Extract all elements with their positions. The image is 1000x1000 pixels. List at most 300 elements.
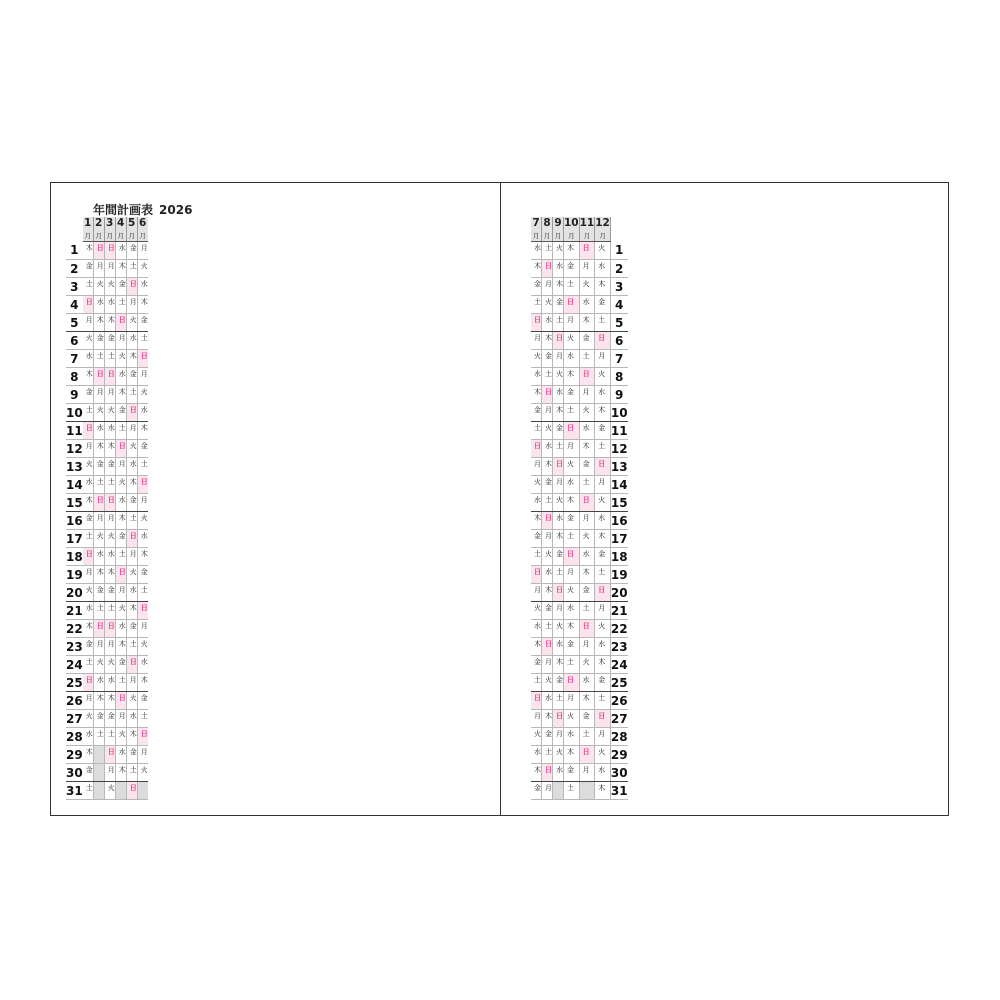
day-cell[interactable] (564, 350, 580, 368)
sunday-cell[interactable] (137, 350, 148, 368)
day-cell[interactable] (553, 386, 564, 404)
sunday-cell[interactable] (542, 638, 553, 656)
day-cell[interactable] (579, 566, 595, 584)
day-cell[interactable] (553, 656, 564, 674)
day-cell[interactable] (531, 422, 542, 440)
day-cell[interactable] (542, 746, 553, 764)
sunday-cell[interactable] (542, 260, 553, 278)
day-cell[interactable] (542, 476, 553, 494)
day-cell[interactable] (93, 602, 104, 620)
day-cell[interactable] (115, 404, 126, 422)
day-cell[interactable] (595, 620, 611, 638)
day-cell[interactable] (542, 566, 553, 584)
sunday-cell[interactable] (115, 314, 126, 332)
day-cell[interactable] (595, 566, 611, 584)
day-cell[interactable] (104, 530, 115, 548)
day-cell[interactable] (104, 404, 115, 422)
sunday-cell[interactable] (104, 620, 115, 638)
day-cell[interactable] (579, 386, 595, 404)
sunday-cell[interactable] (104, 746, 115, 764)
day-cell[interactable] (137, 314, 148, 332)
sunday-cell[interactable] (579, 242, 595, 260)
day-cell[interactable] (93, 656, 104, 674)
sunday-cell[interactable] (126, 782, 137, 800)
day-cell[interactable] (104, 710, 115, 728)
day-cell[interactable] (126, 440, 137, 458)
sunday-cell[interactable] (579, 368, 595, 386)
day-cell[interactable] (579, 476, 595, 494)
day-cell[interactable] (104, 674, 115, 692)
day-cell[interactable] (595, 386, 611, 404)
day-cell[interactable] (137, 260, 148, 278)
day-cell[interactable] (531, 386, 542, 404)
day-cell[interactable] (104, 422, 115, 440)
day-cell[interactable] (579, 458, 595, 476)
day-cell[interactable] (83, 278, 94, 296)
day-cell[interactable] (104, 458, 115, 476)
day-cell[interactable] (595, 440, 611, 458)
day-cell[interactable] (553, 548, 564, 566)
day-cell[interactable] (595, 296, 611, 314)
day-cell[interactable] (542, 422, 553, 440)
day-cell[interactable] (126, 242, 137, 260)
day-cell[interactable] (137, 278, 148, 296)
day-cell[interactable] (126, 710, 137, 728)
day-cell[interactable] (595, 476, 611, 494)
sunday-cell[interactable] (564, 422, 580, 440)
day-cell[interactable] (115, 638, 126, 656)
sunday-cell[interactable] (137, 728, 148, 746)
sunday-cell[interactable] (553, 710, 564, 728)
day-cell[interactable] (553, 350, 564, 368)
day-cell[interactable] (126, 764, 137, 782)
day-cell[interactable] (542, 674, 553, 692)
day-cell[interactable] (93, 386, 104, 404)
day-cell[interactable] (542, 332, 553, 350)
day-cell[interactable] (104, 332, 115, 350)
day-cell[interactable] (83, 260, 94, 278)
sunday-cell[interactable] (531, 314, 542, 332)
day-cell[interactable] (93, 332, 104, 350)
day-cell[interactable] (115, 512, 126, 530)
day-cell[interactable] (531, 242, 542, 260)
day-cell[interactable] (104, 440, 115, 458)
day-cell[interactable] (553, 368, 564, 386)
day-cell[interactable] (83, 242, 94, 260)
sunday-cell[interactable] (579, 494, 595, 512)
day-cell[interactable] (553, 674, 564, 692)
day-cell[interactable] (137, 404, 148, 422)
sunday-cell[interactable] (531, 692, 542, 710)
day-cell[interactable] (553, 494, 564, 512)
day-cell[interactable] (93, 584, 104, 602)
day-cell[interactable] (542, 296, 553, 314)
day-cell[interactable] (579, 710, 595, 728)
day-cell[interactable] (579, 638, 595, 656)
sunday-cell[interactable] (531, 440, 542, 458)
day-cell[interactable] (83, 440, 94, 458)
day-cell[interactable] (595, 638, 611, 656)
day-cell[interactable] (595, 314, 611, 332)
sunday-cell[interactable] (126, 530, 137, 548)
day-cell[interactable] (553, 566, 564, 584)
day-cell[interactable] (531, 494, 542, 512)
day-cell[interactable] (93, 548, 104, 566)
sunday-cell[interactable] (564, 296, 580, 314)
day-cell[interactable] (564, 530, 580, 548)
sunday-cell[interactable] (542, 512, 553, 530)
day-cell[interactable] (579, 260, 595, 278)
day-cell[interactable] (595, 242, 611, 260)
day-cell[interactable] (595, 764, 611, 782)
day-cell[interactable] (531, 620, 542, 638)
sunday-cell[interactable] (83, 422, 94, 440)
day-cell[interactable] (93, 350, 104, 368)
sunday-cell[interactable] (564, 548, 580, 566)
day-cell[interactable] (564, 566, 580, 584)
day-cell[interactable] (137, 764, 148, 782)
day-cell[interactable] (83, 404, 94, 422)
day-cell[interactable] (137, 494, 148, 512)
day-cell[interactable] (542, 314, 553, 332)
day-cell[interactable] (137, 620, 148, 638)
day-cell[interactable] (115, 422, 126, 440)
day-cell[interactable] (115, 278, 126, 296)
day-cell[interactable] (137, 548, 148, 566)
day-cell[interactable] (93, 422, 104, 440)
sunday-cell[interactable] (579, 746, 595, 764)
day-cell[interactable] (93, 674, 104, 692)
day-cell[interactable] (137, 530, 148, 548)
day-cell[interactable] (564, 314, 580, 332)
day-cell[interactable] (137, 422, 148, 440)
day-cell[interactable] (115, 386, 126, 404)
day-cell[interactable] (553, 404, 564, 422)
day-cell[interactable] (579, 332, 595, 350)
day-cell[interactable] (115, 458, 126, 476)
day-cell[interactable] (104, 602, 115, 620)
day-cell[interactable] (137, 332, 148, 350)
sunday-cell[interactable] (93, 242, 104, 260)
day-cell[interactable] (104, 350, 115, 368)
day-cell[interactable] (531, 710, 542, 728)
day-cell[interactable] (83, 332, 94, 350)
day-cell[interactable] (126, 476, 137, 494)
day-cell[interactable] (83, 350, 94, 368)
day-cell[interactable] (595, 422, 611, 440)
day-cell[interactable] (83, 602, 94, 620)
sunday-cell[interactable] (126, 656, 137, 674)
day-cell[interactable] (126, 728, 137, 746)
day-cell[interactable] (542, 350, 553, 368)
day-cell[interactable] (137, 692, 148, 710)
day-cell[interactable] (553, 278, 564, 296)
day-cell[interactable] (83, 638, 94, 656)
day-cell[interactable] (93, 440, 104, 458)
day-cell[interactable] (104, 512, 115, 530)
sunday-cell[interactable] (553, 458, 564, 476)
day-cell[interactable] (115, 764, 126, 782)
day-cell[interactable] (595, 656, 611, 674)
day-cell[interactable] (126, 386, 137, 404)
day-cell[interactable] (564, 656, 580, 674)
day-cell[interactable] (579, 404, 595, 422)
day-cell[interactable] (93, 404, 104, 422)
day-cell[interactable] (564, 458, 580, 476)
sunday-cell[interactable] (104, 368, 115, 386)
day-cell[interactable] (542, 530, 553, 548)
day-cell[interactable] (83, 710, 94, 728)
sunday-cell[interactable] (531, 566, 542, 584)
day-cell[interactable] (542, 710, 553, 728)
day-cell[interactable] (137, 386, 148, 404)
day-cell[interactable] (579, 314, 595, 332)
day-cell[interactable] (126, 332, 137, 350)
day-cell[interactable] (595, 602, 611, 620)
day-cell[interactable] (564, 602, 580, 620)
day-cell[interactable] (542, 782, 553, 800)
day-cell[interactable] (137, 584, 148, 602)
day-cell[interactable] (553, 260, 564, 278)
day-cell[interactable] (579, 440, 595, 458)
day-cell[interactable] (104, 782, 115, 800)
day-cell[interactable] (93, 314, 104, 332)
day-cell[interactable] (553, 692, 564, 710)
day-cell[interactable] (564, 404, 580, 422)
day-cell[interactable] (553, 602, 564, 620)
day-cell[interactable] (553, 296, 564, 314)
day-cell[interactable] (83, 494, 94, 512)
day-cell[interactable] (564, 332, 580, 350)
day-cell[interactable] (115, 620, 126, 638)
day-cell[interactable] (542, 692, 553, 710)
day-cell[interactable] (104, 764, 115, 782)
day-cell[interactable] (93, 710, 104, 728)
day-cell[interactable] (104, 656, 115, 674)
day-cell[interactable] (137, 638, 148, 656)
day-cell[interactable] (115, 674, 126, 692)
day-cell[interactable] (595, 494, 611, 512)
day-cell[interactable] (579, 350, 595, 368)
day-cell[interactable] (83, 314, 94, 332)
day-cell[interactable] (115, 710, 126, 728)
day-cell[interactable] (104, 278, 115, 296)
day-cell[interactable] (595, 746, 611, 764)
day-cell[interactable] (579, 656, 595, 674)
day-cell[interactable] (83, 728, 94, 746)
day-cell[interactable] (595, 350, 611, 368)
day-cell[interactable] (579, 422, 595, 440)
day-cell[interactable] (83, 512, 94, 530)
sunday-cell[interactable] (553, 332, 564, 350)
day-cell[interactable] (564, 710, 580, 728)
day-cell[interactable] (137, 296, 148, 314)
day-cell[interactable] (579, 530, 595, 548)
day-cell[interactable] (93, 530, 104, 548)
day-cell[interactable] (542, 278, 553, 296)
day-cell[interactable] (542, 440, 553, 458)
day-cell[interactable] (564, 278, 580, 296)
day-cell[interactable] (93, 260, 104, 278)
sunday-cell[interactable] (115, 566, 126, 584)
sunday-cell[interactable] (126, 404, 137, 422)
sunday-cell[interactable] (579, 620, 595, 638)
day-cell[interactable] (115, 368, 126, 386)
day-cell[interactable] (115, 602, 126, 620)
day-cell[interactable] (553, 620, 564, 638)
day-cell[interactable] (126, 548, 137, 566)
sunday-cell[interactable] (595, 332, 611, 350)
day-cell[interactable] (93, 512, 104, 530)
day-cell[interactable] (83, 566, 94, 584)
day-cell[interactable] (595, 728, 611, 746)
day-cell[interactable] (93, 728, 104, 746)
day-cell[interactable] (126, 566, 137, 584)
day-cell[interactable] (531, 728, 542, 746)
day-cell[interactable] (137, 656, 148, 674)
day-cell[interactable] (93, 278, 104, 296)
day-cell[interactable] (553, 512, 564, 530)
day-cell[interactable] (115, 746, 126, 764)
day-cell[interactable] (104, 314, 115, 332)
day-cell[interactable] (531, 602, 542, 620)
day-cell[interactable] (104, 728, 115, 746)
day-cell[interactable] (553, 242, 564, 260)
day-cell[interactable] (595, 530, 611, 548)
day-cell[interactable] (137, 512, 148, 530)
day-cell[interactable] (595, 278, 611, 296)
day-cell[interactable] (564, 620, 580, 638)
sunday-cell[interactable] (542, 386, 553, 404)
day-cell[interactable] (531, 404, 542, 422)
day-cell[interactable] (93, 476, 104, 494)
day-cell[interactable] (137, 458, 148, 476)
sunday-cell[interactable] (83, 674, 94, 692)
day-cell[interactable] (104, 584, 115, 602)
day-cell[interactable] (137, 674, 148, 692)
day-cell[interactable] (595, 260, 611, 278)
day-cell[interactable] (126, 422, 137, 440)
day-cell[interactable] (579, 512, 595, 530)
day-cell[interactable] (126, 314, 137, 332)
day-cell[interactable] (531, 458, 542, 476)
day-cell[interactable] (564, 440, 580, 458)
day-cell[interactable] (553, 476, 564, 494)
sunday-cell[interactable] (564, 674, 580, 692)
day-cell[interactable] (531, 674, 542, 692)
day-cell[interactable] (595, 674, 611, 692)
day-cell[interactable] (126, 512, 137, 530)
day-cell[interactable] (542, 458, 553, 476)
sunday-cell[interactable] (137, 476, 148, 494)
day-cell[interactable] (126, 494, 137, 512)
day-cell[interactable] (531, 548, 542, 566)
day-cell[interactable] (531, 746, 542, 764)
day-cell[interactable] (104, 566, 115, 584)
day-cell[interactable] (115, 242, 126, 260)
day-cell[interactable] (564, 386, 580, 404)
day-cell[interactable] (115, 656, 126, 674)
day-cell[interactable] (93, 566, 104, 584)
day-cell[interactable] (542, 368, 553, 386)
day-cell[interactable] (595, 512, 611, 530)
day-cell[interactable] (104, 386, 115, 404)
day-cell[interactable] (531, 512, 542, 530)
sunday-cell[interactable] (542, 764, 553, 782)
day-cell[interactable] (579, 728, 595, 746)
day-cell[interactable] (531, 476, 542, 494)
day-cell[interactable] (104, 476, 115, 494)
day-cell[interactable] (564, 638, 580, 656)
day-cell[interactable] (564, 368, 580, 386)
day-cell[interactable] (126, 458, 137, 476)
day-cell[interactable] (553, 746, 564, 764)
day-cell[interactable] (564, 242, 580, 260)
day-cell[interactable] (531, 260, 542, 278)
day-cell[interactable] (83, 656, 94, 674)
day-cell[interactable] (553, 314, 564, 332)
day-cell[interactable] (542, 656, 553, 674)
day-cell[interactable] (579, 692, 595, 710)
sunday-cell[interactable] (595, 584, 611, 602)
day-cell[interactable] (83, 584, 94, 602)
day-cell[interactable] (126, 620, 137, 638)
day-cell[interactable] (531, 584, 542, 602)
day-cell[interactable] (531, 368, 542, 386)
day-cell[interactable] (595, 368, 611, 386)
day-cell[interactable] (579, 296, 595, 314)
day-cell[interactable] (531, 278, 542, 296)
day-cell[interactable] (579, 674, 595, 692)
day-cell[interactable] (83, 386, 94, 404)
day-cell[interactable] (83, 620, 94, 638)
day-cell[interactable] (93, 692, 104, 710)
sunday-cell[interactable] (83, 548, 94, 566)
day-cell[interactable] (553, 764, 564, 782)
sunday-cell[interactable] (115, 692, 126, 710)
day-cell[interactable] (83, 368, 94, 386)
day-cell[interactable] (542, 404, 553, 422)
sunday-cell[interactable] (137, 602, 148, 620)
day-cell[interactable] (564, 782, 580, 800)
day-cell[interactable] (564, 728, 580, 746)
day-cell[interactable] (564, 746, 580, 764)
sunday-cell[interactable] (595, 458, 611, 476)
day-cell[interactable] (104, 638, 115, 656)
day-cell[interactable] (579, 602, 595, 620)
day-cell[interactable] (126, 638, 137, 656)
day-cell[interactable] (104, 296, 115, 314)
day-cell[interactable] (531, 638, 542, 656)
day-cell[interactable] (564, 584, 580, 602)
day-cell[interactable] (104, 260, 115, 278)
day-cell[interactable] (137, 566, 148, 584)
day-cell[interactable] (137, 710, 148, 728)
day-cell[interactable] (115, 260, 126, 278)
sunday-cell[interactable] (104, 242, 115, 260)
day-cell[interactable] (126, 296, 137, 314)
sunday-cell[interactable] (595, 710, 611, 728)
day-cell[interactable] (115, 530, 126, 548)
day-cell[interactable] (126, 260, 137, 278)
day-cell[interactable] (531, 764, 542, 782)
day-cell[interactable] (137, 746, 148, 764)
day-cell[interactable] (83, 782, 94, 800)
day-cell[interactable] (83, 764, 94, 782)
day-cell[interactable] (553, 422, 564, 440)
day-cell[interactable] (564, 512, 580, 530)
day-cell[interactable] (553, 728, 564, 746)
